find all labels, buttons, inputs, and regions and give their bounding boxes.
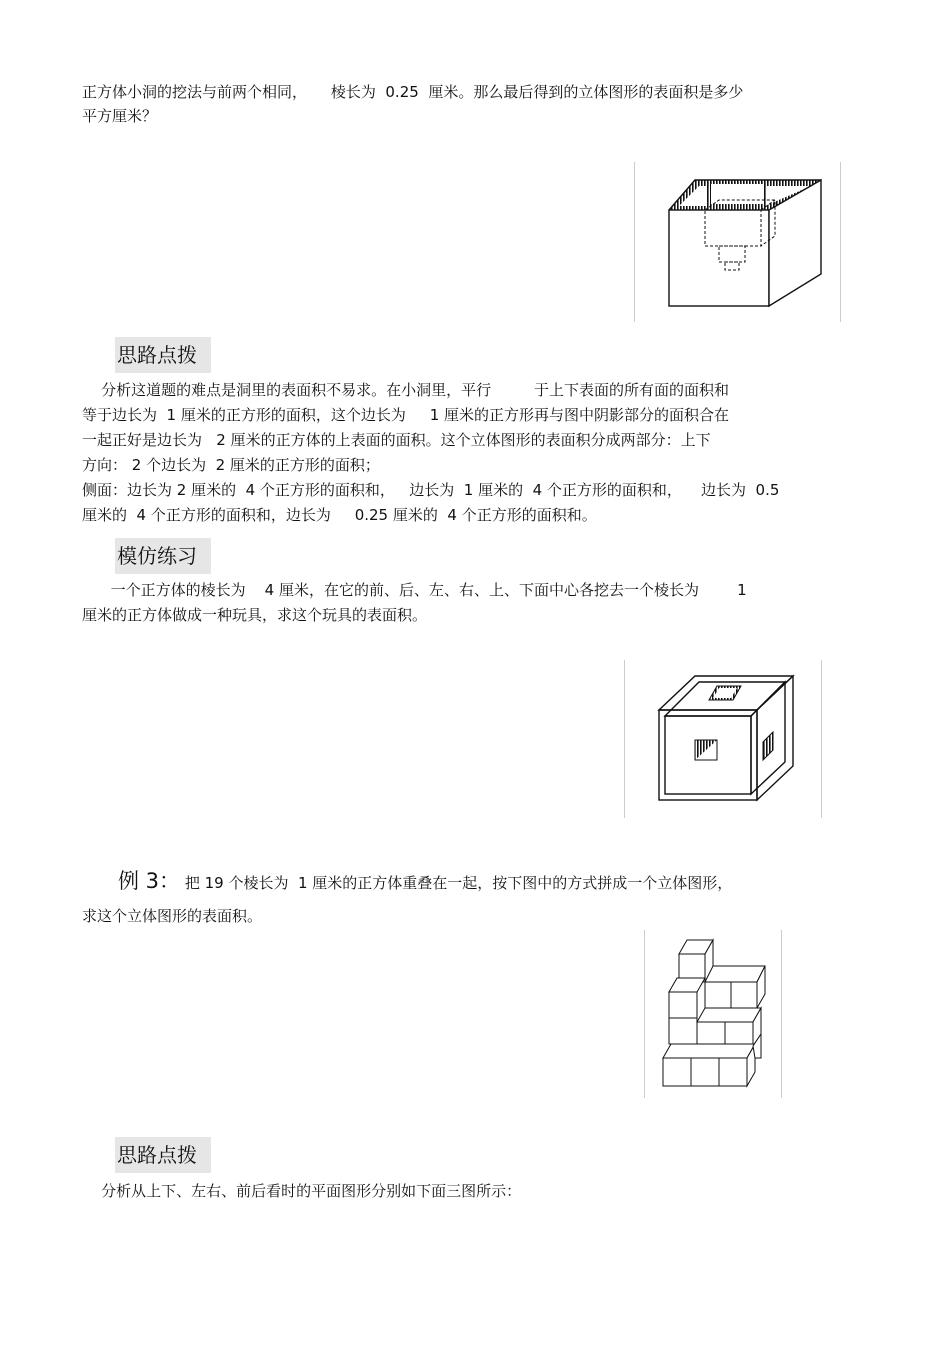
example-3-line-2: 求这个立体图形的表面积。	[82, 907, 263, 925]
practice-line-2: 厘米的正方体做成一种玩具，求这个玩具的表面积。	[82, 606, 428, 624]
hint-1-line-2: 等于边长为 1 厘米的正方形的面积，这个边长为 1 厘米的正方形再与图中阴影部分的面积合在	[82, 406, 730, 424]
hint-1-line-3: 一起正好是边长为 2 厘米的正方体的上表面的面积。这个立体图形的表面积分成两部分：上下	[82, 431, 711, 449]
practice-line-1: 一个正方体的棱长为 4 厘米，在它的前、后、左、右、上、下面中心各挖去一个棱长为 1	[82, 581, 747, 599]
hint-1-line-4: 方向： 2 个边长为 2 厘米的正方形的面积；	[82, 456, 380, 474]
hint-1-line-5: 侧面：边长为 2 厘米的 4 个正方形的面积和， 边长为 1 厘米的 4 个正方形的面积和， 边长为 0.5	[82, 481, 780, 499]
section-title-hint-1: 思路点拨	[115, 337, 211, 373]
example-3-line-1	[118, 870, 732, 894]
problem-text-line-2: 平方厘米？	[82, 107, 158, 125]
figure-box-with-holes	[634, 162, 841, 322]
hint-1-line-1: 分析这道题的难点是洞里的表面积不易求。在小洞里，平行 于上下表面的所有面的面积和	[82, 381, 729, 399]
figure-stacked-cubes	[644, 930, 782, 1098]
example-3-label: 例 3：	[118, 869, 181, 893]
section-title-practice: 模仿练习	[115, 538, 211, 574]
section-title-hint-2: 思路点拨	[115, 1137, 211, 1173]
figure-cube-with-holes	[624, 660, 822, 818]
hint-2-line-1: 分析从上下、左右、前后看时的平面图形分别如下面三图所示：	[82, 1182, 522, 1200]
hint-1-line-6: 厘米的 4 个正方形的面积和，边长为 0.25 厘米的 4 个正方形的面积和。	[82, 506, 597, 524]
problem-text-line-1: 正方体小洞的挖法与前两个相同， 棱长为 0.25 厘米。那么最后得到的立体图形的表面积是多少	[82, 83, 744, 101]
example-3-text: 把 19 个棱长为 1 厘米的正方体重叠在一起，按下图中的方式拼成一个立体图形，	[180, 874, 733, 892]
